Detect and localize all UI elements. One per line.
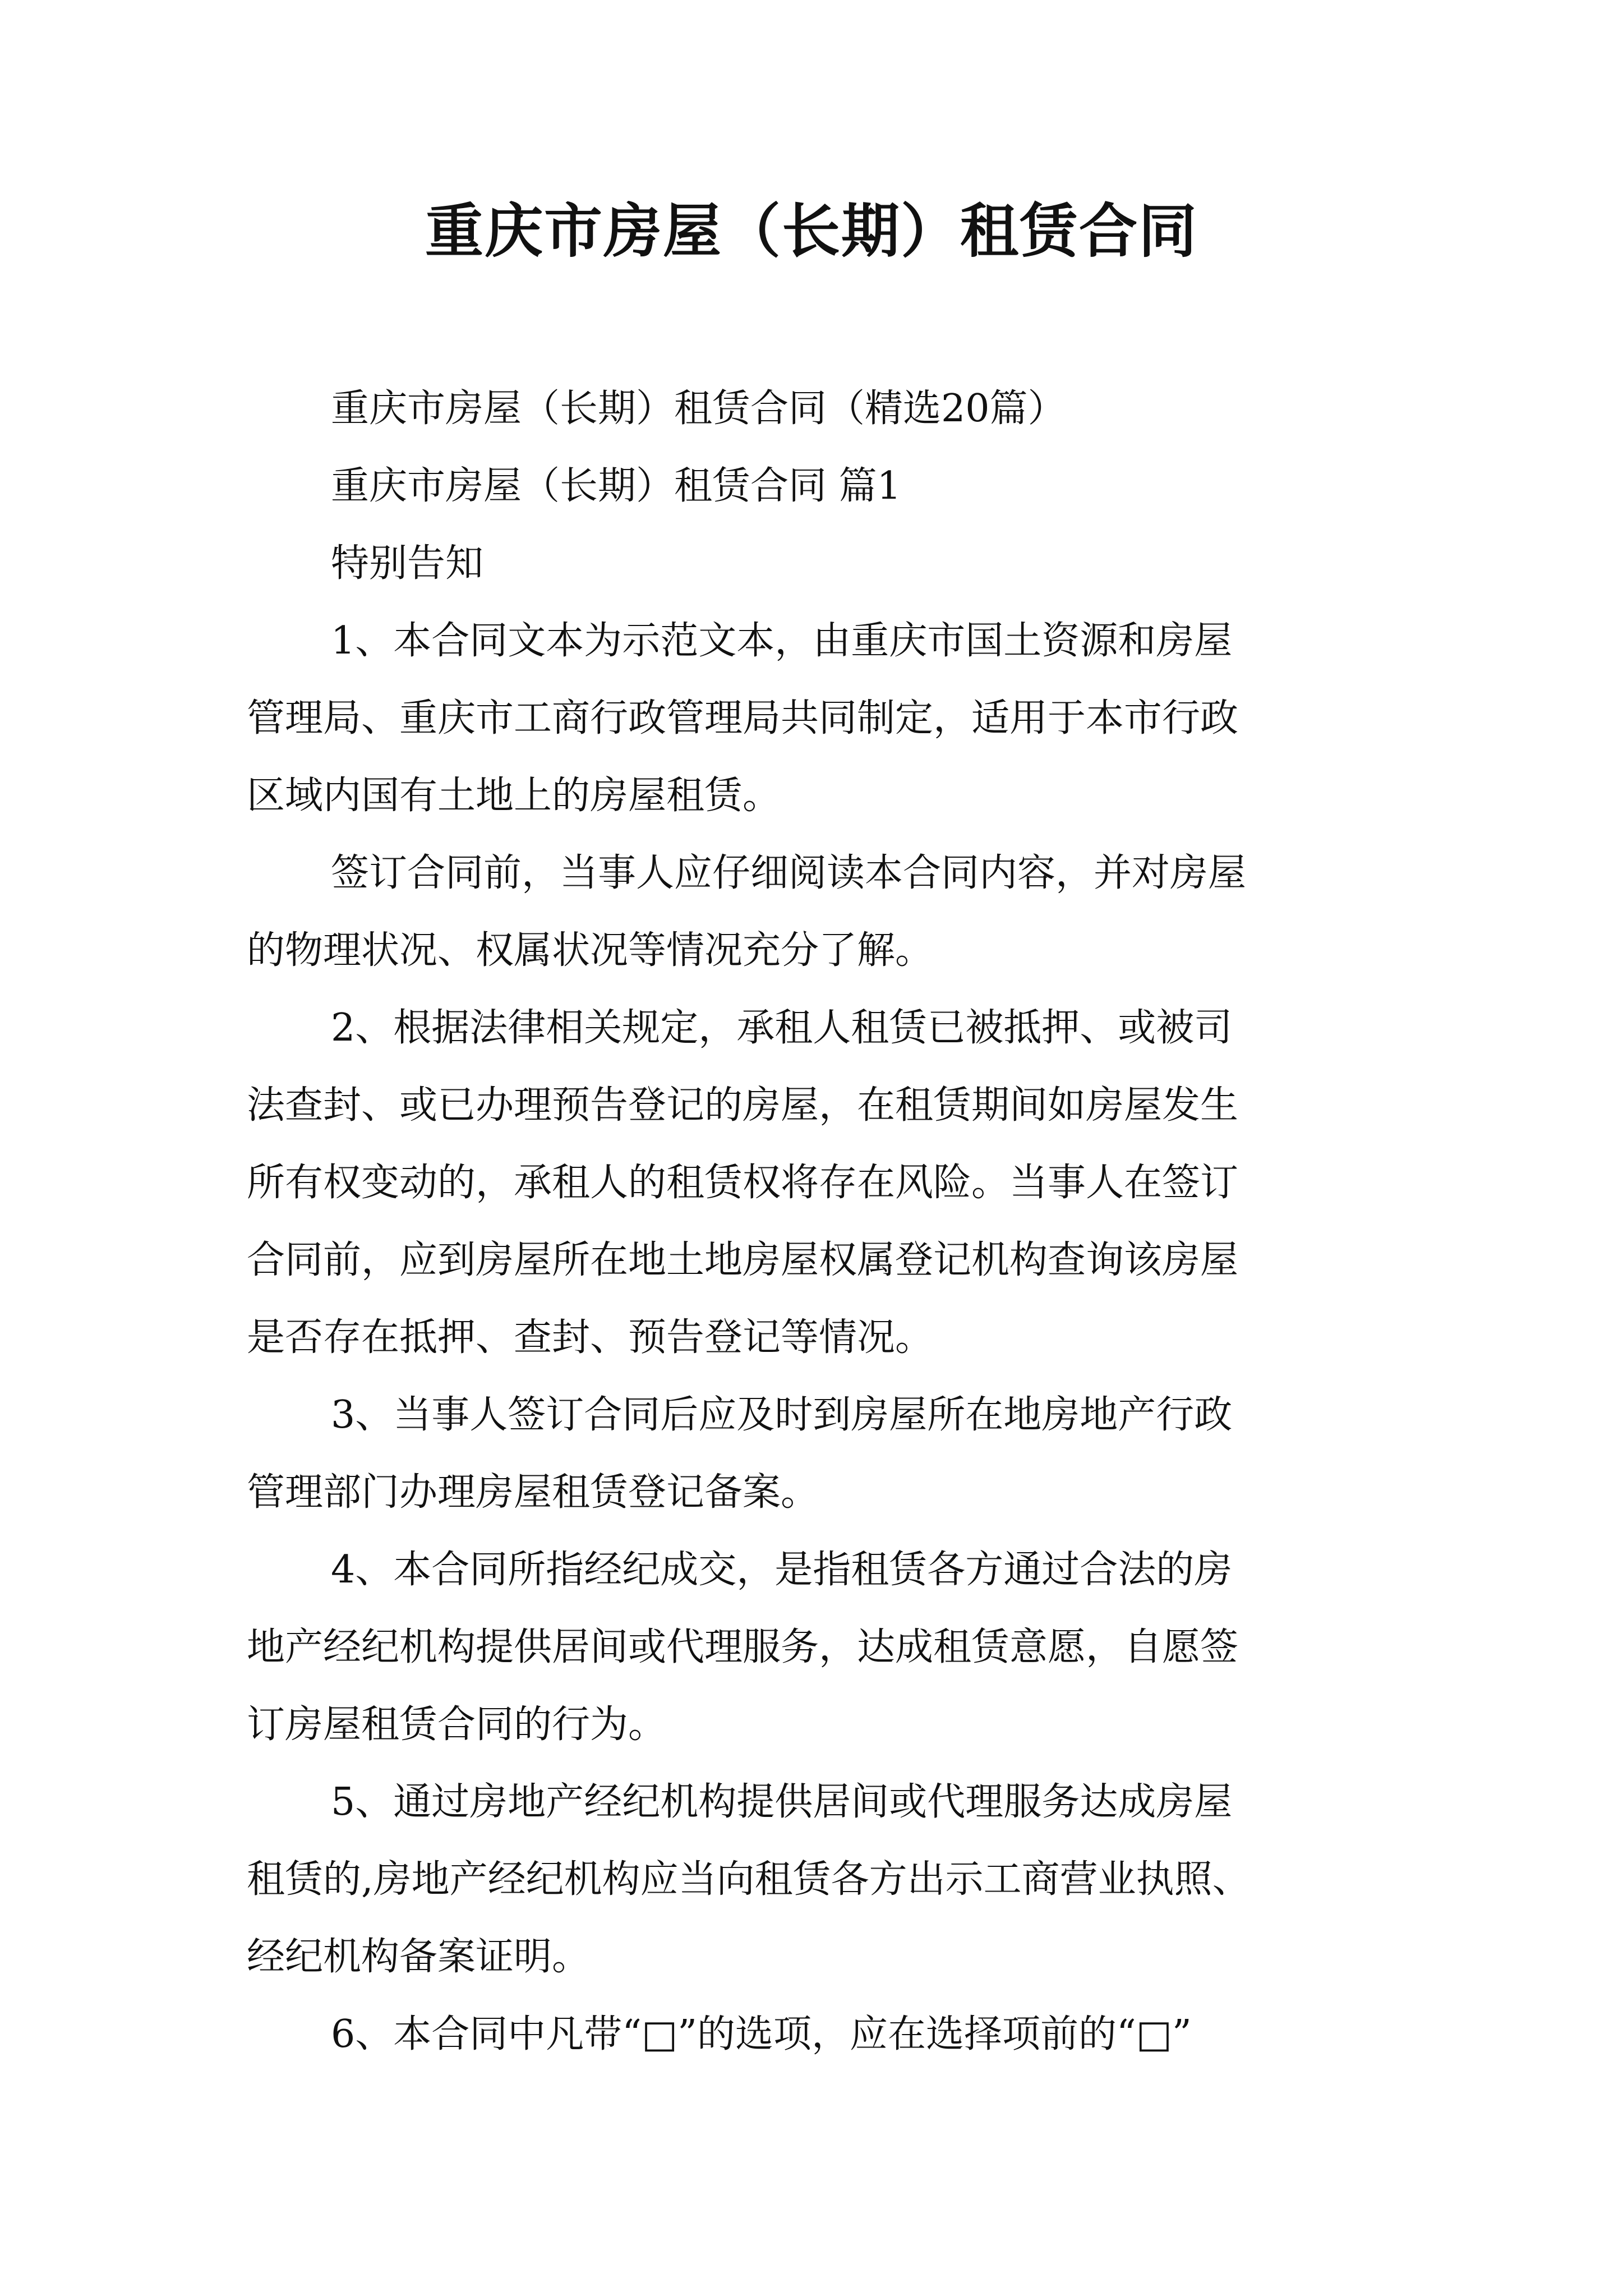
paragraph-line: 租赁的,房地产经纪机构应当向租赁各方出示工商营业执照、 (247, 1857, 1251, 1902)
paragraph-line: 签订合同前，当事人应仔细阅读本合同内容，并对房屋 (331, 851, 1247, 895)
paragraph-line: 所有权变动的，承租人的租赁权将存在风险。当事人在签订 (247, 1161, 1239, 1205)
paragraph-line: 管理局、重庆市工商行政管理局共同制定，适用于本市行政 (247, 696, 1239, 740)
paragraph-6 (247, 1764, 1391, 1996)
paragraph-line: 的物理状况、权属状况等情况充分了解。 (247, 928, 934, 973)
paragraph-line: 5、通过房地产经纪机构提供居间或代理服务达成房屋 (331, 1780, 1233, 1824)
notice-heading: 特别告知 (331, 541, 484, 586)
paragraph-line: 3、当事人签订合同后应及时到房屋所在地房地产行政 (331, 1393, 1233, 1437)
paragraph-7 (247, 1996, 1391, 2073)
paragraph-5 (247, 1531, 1391, 1764)
paragraph-line: 合同前，应到房屋所在地土地房屋权属登记机构查询该房屋 (247, 1238, 1239, 1282)
paragraph-line: 6、本合同中凡带“□”的选项，应在选择项前的“□” (331, 2012, 1192, 2056)
paragraph-line: 2、根据法律相关规定，承租人租赁已被抵押、或被司 (331, 1006, 1233, 1050)
paragraph-line: 1、本合同文本为示范文本，由重庆市国土资源和房屋 (331, 619, 1233, 663)
paragraph-line: 订房屋租赁合同的行为。 (247, 1703, 667, 1747)
section-heading: 重庆市房屋（长期）租赁合同 篇1 (331, 464, 901, 508)
paragraph-line: 4、本合同所指经纪成交，是指租赁各方通过合法的房 (331, 1548, 1233, 1592)
paragraph-line: 管理部门办理房屋租赁登记备案。 (247, 1470, 819, 1515)
paragraph-2 (247, 835, 1391, 990)
paragraph-4 (247, 1377, 1391, 1531)
paragraph-line: 区域内国有土地上的房屋租赁。 (247, 774, 781, 818)
paragraph-1 (247, 602, 1391, 835)
paragraph-line: 地产经纪机构提供居间或代理服务，达成租赁意愿，自愿签 (247, 1625, 1239, 1669)
paragraph-line: 经纪机构备案证明。 (247, 1935, 591, 1979)
paragraph-3 (247, 990, 1391, 1377)
document-title: 重庆市房屋（长期）租赁合同 (425, 196, 1198, 265)
paragraph-line: 法查封、或已办理预告登记的房屋，在租赁期间如房屋发生 (247, 1083, 1239, 1128)
document-subtitle: 重庆市房屋（长期）租赁合同（精选20篇） (331, 386, 1066, 431)
paragraph-line: 是否存在抵押、查封、预告登记等情况。 (247, 1315, 934, 1360)
document-body (247, 370, 1391, 2073)
